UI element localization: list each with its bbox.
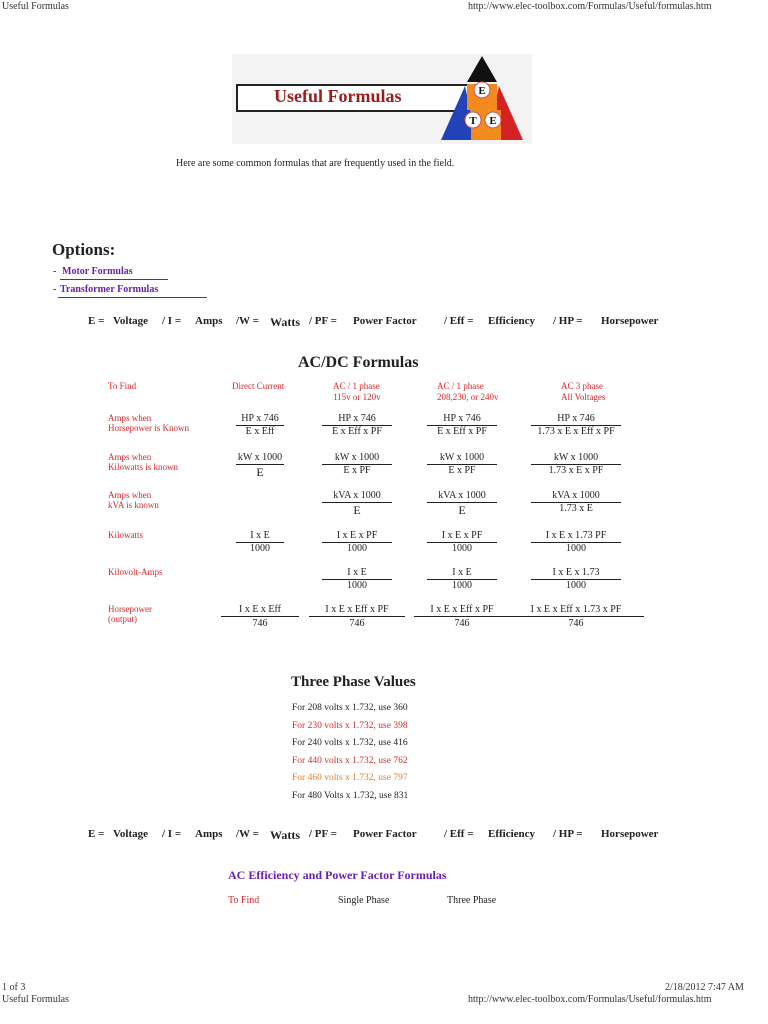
three-phase-line: For 230 volts x 1.732, use 398: [292, 720, 408, 731]
banner-title: Useful Formulas: [274, 86, 402, 106]
acdc-subheader: 115v or 120v: [333, 392, 381, 402]
legend-key: / PF =: [309, 828, 337, 840]
legend-key: /W =: [236, 315, 259, 327]
formula-denominator: 1.73 x E: [559, 503, 593, 514]
acdc-row-label: Amps when: [108, 452, 152, 462]
legend-value: Watts: [270, 828, 300, 842]
acdc-row-label: Kilowatts is known: [108, 462, 179, 472]
acdc-title: AC/DC Formulas: [298, 354, 419, 371]
legend-value: Power Factor: [353, 315, 417, 327]
motor-formulas-link[interactable]: Motor Formulas: [62, 266, 133, 277]
print-footer-title: Useful Formulas: [2, 994, 69, 1005]
formula-denominator: 1000: [566, 543, 586, 554]
formula-denominator: E x Eff x PF: [332, 426, 382, 437]
formula-numerator: HP x 746: [236, 413, 284, 426]
acdc-row-label: Horsepower: [108, 604, 152, 614]
legend-value: Horsepower: [601, 315, 659, 327]
legend-key: / HP =: [553, 828, 583, 840]
formula-numerator: kVA x 1000: [531, 490, 621, 503]
three-phase-line: For 460 volts x 1.732, use 797: [292, 773, 408, 783]
formula-numerator: I x E x Eff x 1.73 x PF: [508, 604, 644, 617]
formula-numerator: I x E x PF: [322, 530, 392, 543]
eff-header-to-find: To Find: [228, 895, 260, 906]
three-phase-title: Three Phase Values: [291, 674, 416, 690]
formula-numerator: I x E x PF: [427, 530, 497, 543]
acdc-subheader: 208,230, or 240v: [437, 392, 499, 402]
three-phase-line: For 480 Volts x 1.732, use 831: [292, 790, 409, 801]
formula-denominator: E x Eff: [245, 426, 275, 437]
options-dash-2: -: [53, 284, 57, 295]
formula-denominator: 1000: [250, 543, 270, 554]
formula-numerator: kW x 1000: [531, 452, 621, 465]
legend-key: / HP =: [553, 315, 583, 327]
legend-key: / PF =: [309, 315, 337, 327]
legend-key: / Eff =: [444, 828, 474, 840]
formula-denominator: E x Eff x PF: [437, 426, 487, 437]
formula-denominator: 1000: [347, 543, 367, 554]
formula-denominator: 1000: [347, 580, 367, 591]
formula-denominator: 746: [349, 618, 365, 629]
legend-value: Horsepower: [601, 828, 659, 840]
legend-value: Watts: [270, 315, 300, 329]
print-footer-page: 1 of 3: [2, 982, 26, 993]
transformer-formulas-link[interactable]: Transformer Formulas: [60, 284, 159, 295]
three-phase-line: For 240 volts x 1.732, use 416: [292, 738, 408, 748]
acdc-header: AC 3 phase: [561, 381, 603, 391]
logo-letter: E: [478, 85, 486, 97]
print-header-title: Useful Formulas: [2, 1, 69, 12]
formula-denominator: 746: [252, 618, 268, 629]
eff-header-single: Single Phase: [338, 895, 390, 906]
print-footer-url: http://www.elec-toolbox.com/Formulas/Useful/formulas.htm: [468, 994, 712, 1005]
formula-numerator: I x E: [322, 567, 392, 580]
legend-value: Efficiency: [488, 828, 536, 840]
acdc-row-label: Amps when: [108, 490, 152, 500]
legend-value: Voltage: [113, 828, 149, 840]
banner: [232, 54, 532, 144]
acdc-row-label: Horsepower is Known: [108, 423, 189, 433]
formula-numerator: kW x 1000: [427, 452, 497, 465]
acdc-row-label: Kilowatts: [108, 530, 143, 540]
ete-logo-icon: [437, 54, 527, 144]
intro-text: Here are some common formulas that are frequently used in the field.: [176, 158, 455, 169]
three-phase-line: For 208 volts x 1.732, use 360: [292, 703, 408, 713]
formula-numerator: I x E x Eff x PF: [414, 604, 510, 617]
formula-numerator: HP x 746: [322, 413, 392, 426]
options-heading: Options:: [52, 240, 116, 259]
acdc-subheader: All Voltages: [561, 392, 606, 402]
acdc-header: To Find: [108, 381, 137, 391]
formula-denominator: 1000: [452, 543, 472, 554]
formula-numerator: I x E x Eff: [221, 604, 299, 617]
legend-key: / I =: [162, 828, 182, 840]
print-footer-datetime: 2/18/2012 7:47 AM: [665, 982, 744, 993]
formula-numerator: kVA x 1000: [322, 490, 392, 503]
formula-denominator: 1000: [452, 580, 472, 591]
formula-denominator: 746: [454, 618, 470, 629]
print-header-url: http://www.elec-toolbox.com/Formulas/Useful/formulas.htm: [468, 1, 712, 12]
formula-numerator: I x E x 1.73: [531, 567, 621, 580]
formula-denominator: 746: [568, 618, 584, 629]
formula-numerator: I x E: [427, 567, 497, 580]
formula-denominator: 1.73 x E x PF: [548, 465, 604, 476]
formula-denominator: 1000: [566, 580, 586, 591]
legend-key: /W =: [236, 828, 259, 840]
efficiency-title: AC Efficiency and Power Factor Formulas: [228, 868, 447, 882]
formula-numerator: HP x 746: [531, 413, 621, 426]
legend-value: Efficiency: [488, 315, 536, 327]
formula-denominator: E x PF: [448, 465, 476, 476]
formula-numerator: HP x 746: [427, 413, 497, 426]
legend-value: Amps: [195, 828, 223, 840]
formula-denominator: E: [256, 465, 264, 479]
logo-letter: T: [469, 115, 477, 127]
formula-denominator: E: [458, 503, 466, 517]
legend-value: Amps: [195, 315, 223, 327]
acdc-row-label: (output): [108, 614, 137, 624]
legend-key: E =: [88, 828, 105, 840]
acdc-header: AC / 1 phase: [437, 381, 484, 391]
acdc-row-label: Amps when: [108, 413, 152, 423]
options-dash: -: [53, 266, 57, 277]
formula-numerator: kVA x 1000: [427, 490, 497, 503]
three-phase-line: For 440 volts x 1.732, use 762: [292, 755, 408, 766]
formula-denominator: E x PF: [343, 465, 371, 476]
acdc-header: AC / 1 phase: [333, 381, 380, 391]
formula-denominator: 1.73 x E x Eff x PF: [537, 426, 615, 437]
formula-numerator: kW x 1000: [237, 452, 283, 463]
formula-numerator: I x E x 1.73 PF: [531, 530, 621, 543]
logo-letter: E: [489, 115, 497, 127]
legend-key: / Eff =: [444, 315, 474, 327]
eff-header-three: Three Phase: [447, 895, 497, 906]
acdc-row-label: kVA is known: [108, 500, 159, 510]
legend-value: Power Factor: [353, 828, 417, 840]
legend-value: Voltage: [113, 315, 149, 327]
formula-numerator: kW x 1000: [322, 452, 392, 465]
legend-key: E =: [88, 315, 105, 327]
formula-denominator: E: [353, 503, 361, 517]
legend-key: / I =: [162, 315, 182, 327]
formula-numerator: I x E: [236, 530, 284, 543]
formula-numerator: I x E x Eff x PF: [309, 604, 405, 617]
acdc-row-label: Kilovolt-Amps: [108, 567, 163, 577]
acdc-header: Direct Current: [232, 381, 285, 391]
